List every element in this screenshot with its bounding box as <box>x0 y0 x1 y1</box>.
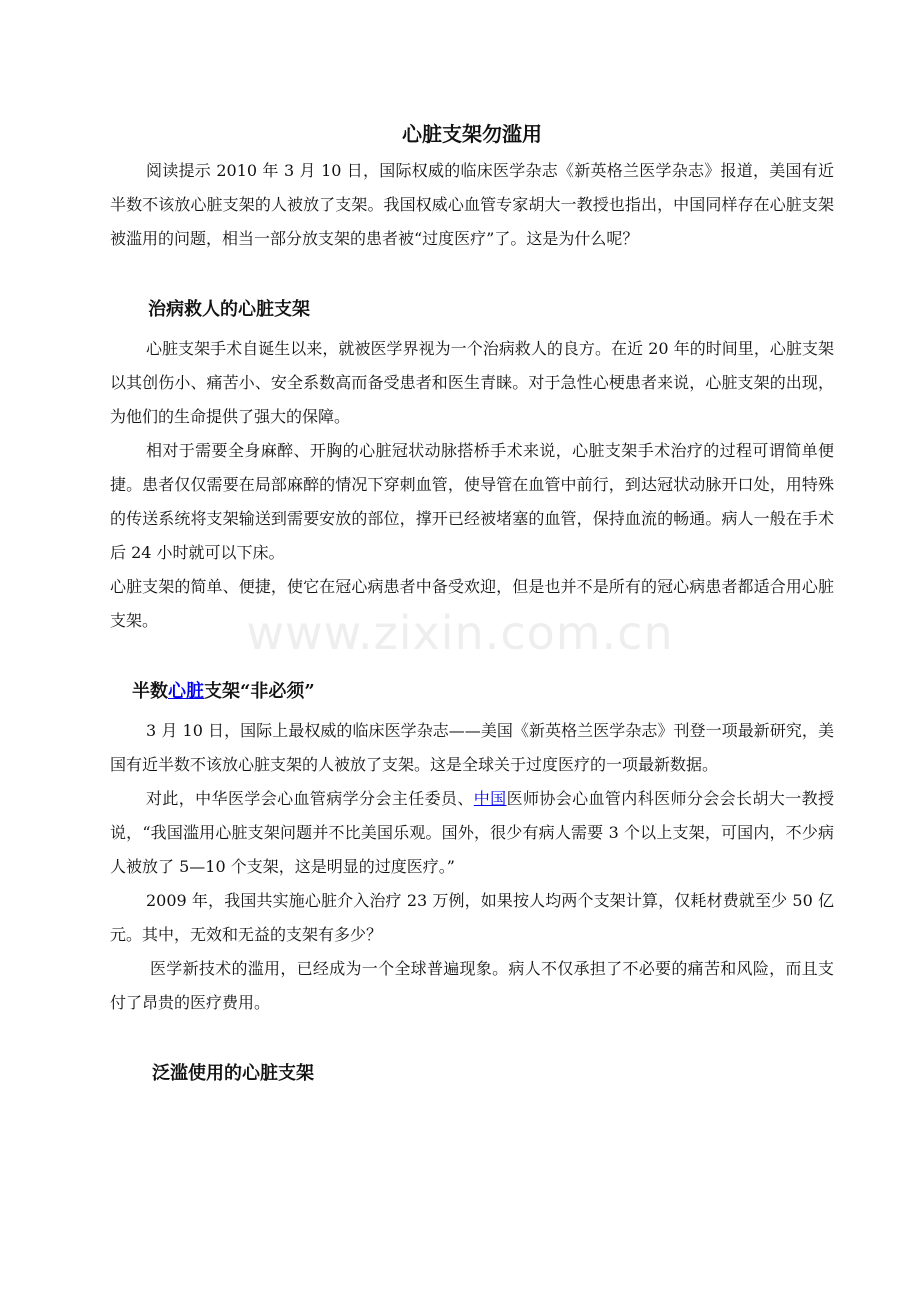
section2-heading-link[interactable]: 心脏 <box>168 681 204 702</box>
china-link[interactable]: 中国 <box>473 789 507 808</box>
section2-heading-pre: 半数 <box>132 681 168 702</box>
document-page <box>110 118 834 1090</box>
section2-paragraph-1: 3 月 10 日，国际上最权威的临床医学杂志——美国《新英格兰医学杂志》刊登一项最新研究，美国有近半数不该放心脏支架的人被放了支架。这是全球关于过度医疗的一项最新数据。 <box>110 721 834 774</box>
section2-paragraph-2-post: 医师协会心血管内科医师分会会长胡大一教授说，“我国滥用心脏支架问题并不比美国乐观。国外，很少有病人需要 3 个以上支架，可国内，不少病人被放了 5—10 个支架，这是明显的过度医疗。” <box>110 789 834 876</box>
intro-paragraph: 阅读提示 2010 年 3 月 10 日，国际权威的临床医学杂志《新英格兰医学杂志》报道，美国有近半数不该放心脏支架的人被放了支架。我国权威心血管专家胡大一教授也指出，中国同样存在心脏支架被滥用的问题，相当一部分放支架的患者被“过度医疗”了。这是为什么呢？ <box>110 161 834 248</box>
section1-heading: 治病救人的心脏支架 <box>148 299 310 320</box>
section2-paragraph-3: 2009 年，我国共实施心脏介入治疗 23 万例，如果按人均两个支架计算，仅耗材费就至少 50 亿元。其中，无效和无益的支架有多少？ <box>110 891 834 944</box>
section2-heading <box>132 676 834 708</box>
watermark: www.zixin.com.cn <box>246 606 674 660</box>
section1-paragraph-3: 心脏支架的简单、便捷，使它在冠心病患者中备受欢迎，但是也并不是所有的冠心病患者都适合用心脏支架。 <box>110 577 834 630</box>
section1-paragraph-2: 相对于需要全身麻醉、开胸的心脏冠状动脉搭桥手术来说，心脏支架手术治疗的过程可谓简单便捷。患者仅仅需要在局部麻醉的情况下穿刺血管，使导管在血管中前行，到达冠状动脉开口处，用特殊的传送系统将支架输送到需要安放的部位，撑开已经被堵塞的血管，保持血流的畅通。病人一般在手术后 24 小时就可以下床。 <box>110 441 834 562</box>
section1-paragraph-1: 心脏支架手术自诞生以来，就被医学界视为一个治病救人的良方。在近 20 年的时间里，心脏支架以其创伤小、痛苦小、安全系数高而备受患者和医生青睐。对于急性心梗患者来说，心脏支架的出现，为他们的生命提供了强大的保障。 <box>110 339 834 426</box>
document-title: 心脏支架勿滥用 <box>402 122 542 146</box>
section2-heading-post: 支架“非必须” <box>204 681 315 702</box>
section2-paragraph-2 <box>110 782 834 884</box>
section2-paragraph-4: 医学新技术的滥用，已经成为一个全球普遍现象。病人不仅承担了不必要的痛苦和风险，而且支付了昂贵的医疗费用。 <box>110 959 834 1012</box>
section2-paragraph-2-pre: 对此，中华医学会心血管病学分会主任委员、 <box>146 789 474 808</box>
section3-heading: 泛滥使用的心脏支架 <box>152 1063 314 1084</box>
